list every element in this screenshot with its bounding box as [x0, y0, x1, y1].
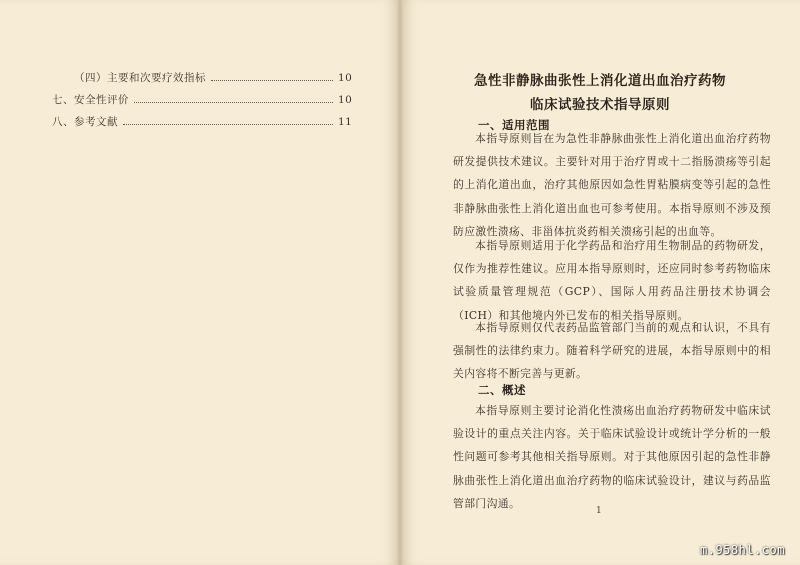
toc-item[interactable] [52, 92, 352, 114]
toc-item-page: 11 [338, 116, 353, 128]
document-title-line-1: 急性非静脉曲张性上消化道出血治疗药物 [474, 73, 726, 89]
page-number: 1 [596, 506, 602, 516]
paragraph-overview-1: 本指导原则主要讨论消化性溃疡出血治疗药物研发中临床试验设计的重点关注内容。关于临床试验设计或统计学分析的一般性问题可参考其他相关指导原则。对于其他原因引起的急性非静脉曲张性上消化道出血治疗药物的临床试验设计，建议与药品监管部门沟通。 [453, 404, 771, 510]
toc-leader-dots [211, 79, 333, 81]
document-title-line-2: 临床试验技术指导原则 [530, 97, 670, 113]
section-heading-scope: 一、适用范围 [478, 118, 550, 132]
toc-item-label: （四）主要和次要疗效指标 [74, 72, 206, 84]
toc-item-page: 10 [338, 72, 353, 84]
table-of-contents [52, 70, 352, 136]
paragraph-scope-3: 本指导原则仅代表药品监管部门当前的观点和认识，不具有强制性的法律约束力。随着科学研究的进展，本指导原则中的相关内容将不断完善与更新。 [453, 321, 771, 381]
section-heading-overview: 二、概述 [478, 383, 526, 397]
site-watermark: m.958hl.com [700, 543, 785, 557]
toc-item[interactable] [52, 114, 352, 136]
toc-item-label: 八、参考文献 [52, 116, 118, 128]
toc-item[interactable] [52, 70, 352, 92]
paragraph-scope-2: 本指导原则适用于化学药品和治疗用生物制品的药物研发，仅作为推荐性建议。应用本指导原则时，还应同时参考药物临床试验质量管理规范（GCP）、国际人用药品注册技术协调会（ICH）和其他境内外已发布的相关指导原则。 [453, 239, 771, 322]
toc-leader-dots [134, 101, 333, 103]
toc-item-page: 10 [338, 94, 353, 106]
left-page [0, 0, 398, 565]
paragraph-scope-1: 本指导原则旨在为急性非静脉曲张性上消化道出血治疗药物研发提供技术建议。主要针对用于治疗胃或十二指肠溃疡等引起的上消化道出血，治疗其他原因如急性胃粘膜病变等引起的急性非静脉曲张性上消化道出血也可参考使用。本指导原则不涉及预防应激性溃疡、非甾体抗炎药相关溃疡引起的出血等。 [453, 132, 771, 238]
toc-item-label: 七、安全性评价 [52, 94, 129, 106]
toc-leader-dots [123, 123, 333, 125]
